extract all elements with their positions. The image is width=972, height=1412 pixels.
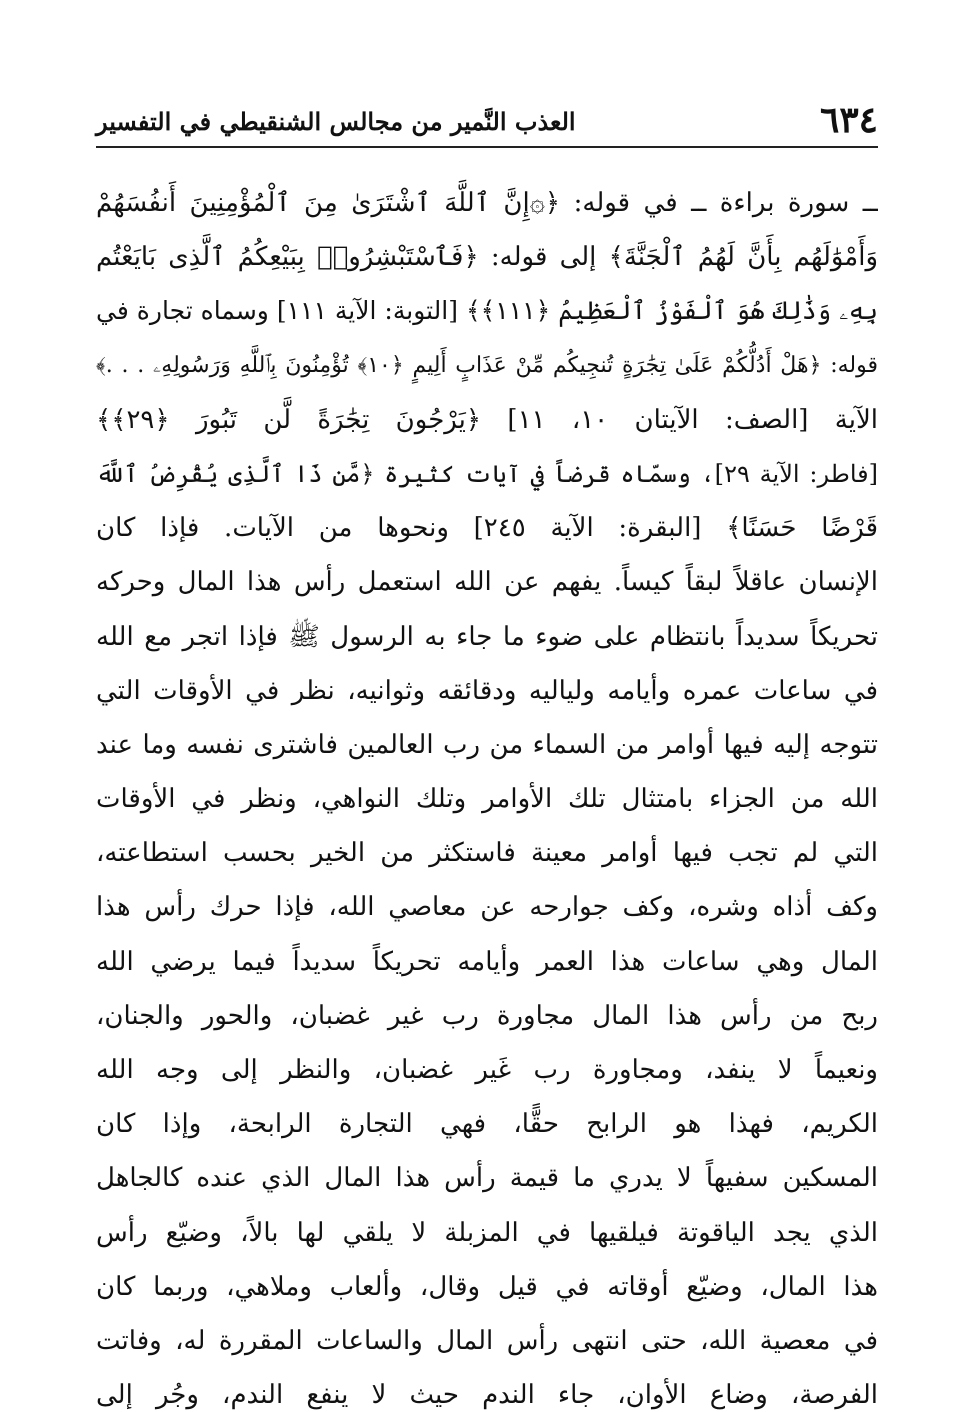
- body-text: [96, 176, 878, 1412]
- header-divider: [96, 146, 878, 148]
- text-line: الإنسان عاقلاً لبقاً كيساً. يفهم عن الله استعمل رأس هذا المال وحركه: [96, 567, 878, 598]
- text-line: [فاطر: الآية ٢٩]، وسمّاه قرضاً في آيات كثيرة ﴿مَّن ذَا ٱلَّذِى يُقْرِضُ ٱللَّهَ: [96, 459, 878, 488]
- text-line: تحريكاً سديداً بانتظام على ضوء ما جاء به الرسول ﷺ فإذا اتجر مع الله: [96, 621, 878, 652]
- text-line: في ساعات عمره وأيامه ولياليه ودقائقه وثوانيه، نظر في الأوقات التي: [96, 675, 878, 706]
- book-title: العذب النَّمير من مجالس الشنقيطي في التفسير: [96, 107, 576, 136]
- text-line: الفرصة، وضاع الأوان، جاء الندم حيث لا ينفع الندم، وجُر إلى: [96, 1380, 878, 1411]
- page-header: [96, 100, 878, 146]
- text-line: وَأَمْوَٰلَهُم بِأَنَّ لَهُمُ ٱلْجَنَّةَ﴾ إلى قوله: ﴿فَٱسْتَبْشِرُوا۟ بِبَيْعِكُمُ ٱلَّذِى بَايَعْتُم: [96, 242, 878, 273]
- text-line: الله من الجزاء بامتثال تلك الأوامر وتلك النواهي، ونظر في الأوقات: [96, 784, 878, 815]
- text-line: الكريم، فهذا هو الرابح حقًّا، فهي التجارة الرابحة، وإذا كان: [96, 1109, 878, 1140]
- text-line: الآية [الصف: الآيتان ١٠، ١١] ﴿يَرْجُونَ تِجَٰرَةً لَّن تَبُورَ ﴿٢٩﴾﴾: [96, 404, 878, 435]
- text-line: هذا المال، وضيّع أوقاته في قيل وقال، وألعاب وملاهي، وربما كان: [96, 1271, 878, 1302]
- text-line: وكف أذاه وشره، وكف جوارحه عن معاصي الله، فإذا حرك رأس هذا: [96, 892, 878, 923]
- text-line: ــ سورة براءة ــ في قوله: ﴿۞إِنَّ ٱللَّهَ ٱشْتَرَىٰ مِنَ ٱلْمُؤْمِنِينَ أَنفُسَهُمْ: [96, 188, 878, 218]
- text-line: تتوجه إليه فيها أوامر من السماء من رب العالمين فاشترى نفسه وما عند: [96, 729, 878, 760]
- text-line: ونعيماً لا ينفد، ومجاورة رب غَير غضبان، والنظر إلى وجه الله: [96, 1055, 878, 1085]
- text-line: بِهِۦ وَذَٰلِكَ هُوَ ٱلْفَوْزُ ٱلْعَظِيمُ ﴿١١١﴾﴾ [التوبة: الآية ١١١] وسماه تجارة في: [96, 296, 878, 326]
- page-number: ٦٣٤: [819, 99, 878, 141]
- text-line: المال وهي ساعات هذا العمر وأيامه تحريكاً سديداً فيما يرضي الله: [96, 946, 878, 977]
- text-line: ربح من رأس هذا المال مجاورة رب غير غضبان، والحور والجنان،: [96, 1000, 878, 1031]
- text-line: قوله: ﴿هَلْ أَدُلُّكُمْ عَلَىٰ تِجَٰرَةٍ تُنجِيكُم مِّنْ عَذَابٍ أَلِيمٍ ﴿١٠﴾ تُؤْمِنُونَ بِٱللَّهِ وَرَسُولِهِۦ . . .﴾: [96, 352, 878, 378]
- text-line: قَرْضًا حَسَنًا﴾ [البقرة: الآية ٢٤٥] ونحوها من الآيات. فإذا كان: [96, 513, 878, 544]
- text-line: المسكين سفيهاً لا يدري ما قيمة رأس هذا المال الذي عنده كالجاهل: [96, 1163, 878, 1194]
- text-line: في معصية الله، حتى انتهى رأس المال والساعات المقررة له، وفاتت: [96, 1325, 878, 1356]
- text-line: التي لم تجب فيها أوامر معينة فاستكثر من الخير بحسب استطاعته،: [96, 838, 878, 869]
- text-line: الذي يجد الياقوتة فيلقيها في المزبلة لا يلقي لها بالاً، وضيّع رأس: [96, 1217, 878, 1248]
